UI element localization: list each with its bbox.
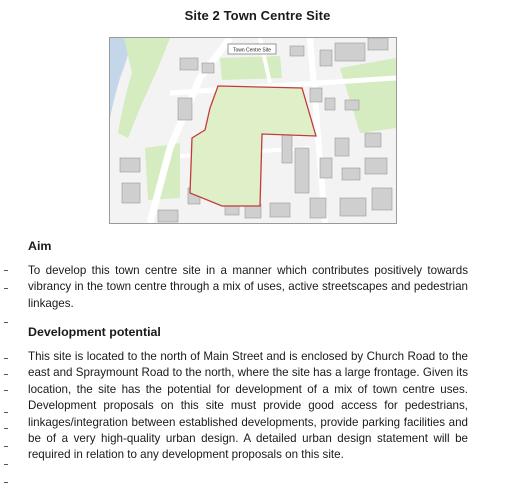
- building: [282, 133, 292, 163]
- aim-body: To develop this town centre site in a manner which contributes positively towards vibrancy in the town centre through a mix of uses, active streetscapes and pedestrian linkages.: [28, 264, 468, 310]
- building: [180, 58, 198, 70]
- development-potential-heading: Development potential: [28, 325, 161, 339]
- building: [325, 98, 335, 110]
- building: [310, 198, 326, 218]
- building: [365, 158, 387, 174]
- development-potential-body: This site is located to the north of Main Street and is enclosed by Church Road to the east and Spraymount Road to the north, where the site has a large frontage. Given its location, the site has the potential for development of a mix of town centre uses. Development proposals on this site must provide good access for pedestrians, linkages/integration between established developments, provide parking facilities and be of a very high-quality urban design. A detailed urban design statement will be required in relation to any development proposals on this site.: [28, 350, 468, 462]
- building: [295, 148, 309, 193]
- building: [345, 100, 359, 110]
- building: [335, 43, 365, 61]
- building: [178, 98, 192, 120]
- site-location-map: [109, 37, 397, 224]
- development-potential-section: [28, 324, 468, 464]
- map-label: Town Centre Site: [232, 47, 272, 54]
- building: [368, 38, 388, 50]
- building: [320, 50, 332, 66]
- building: [202, 63, 214, 73]
- page-title: Site 2 Town Centre Site: [184, 8, 331, 23]
- building: [340, 198, 366, 216]
- building: [290, 46, 304, 56]
- building: [320, 158, 332, 178]
- aim-heading: Aim: [28, 239, 52, 253]
- building: [335, 138, 349, 156]
- green-area: [220, 56, 282, 80]
- building: [365, 133, 381, 147]
- building: [158, 210, 178, 222]
- aim-section: [28, 238, 468, 312]
- building: [310, 88, 322, 102]
- building: [270, 203, 290, 217]
- building: [120, 158, 140, 172]
- margin-marks: [4, 262, 10, 492]
- building: [372, 188, 392, 210]
- building: [342, 168, 360, 180]
- building: [122, 183, 140, 203]
